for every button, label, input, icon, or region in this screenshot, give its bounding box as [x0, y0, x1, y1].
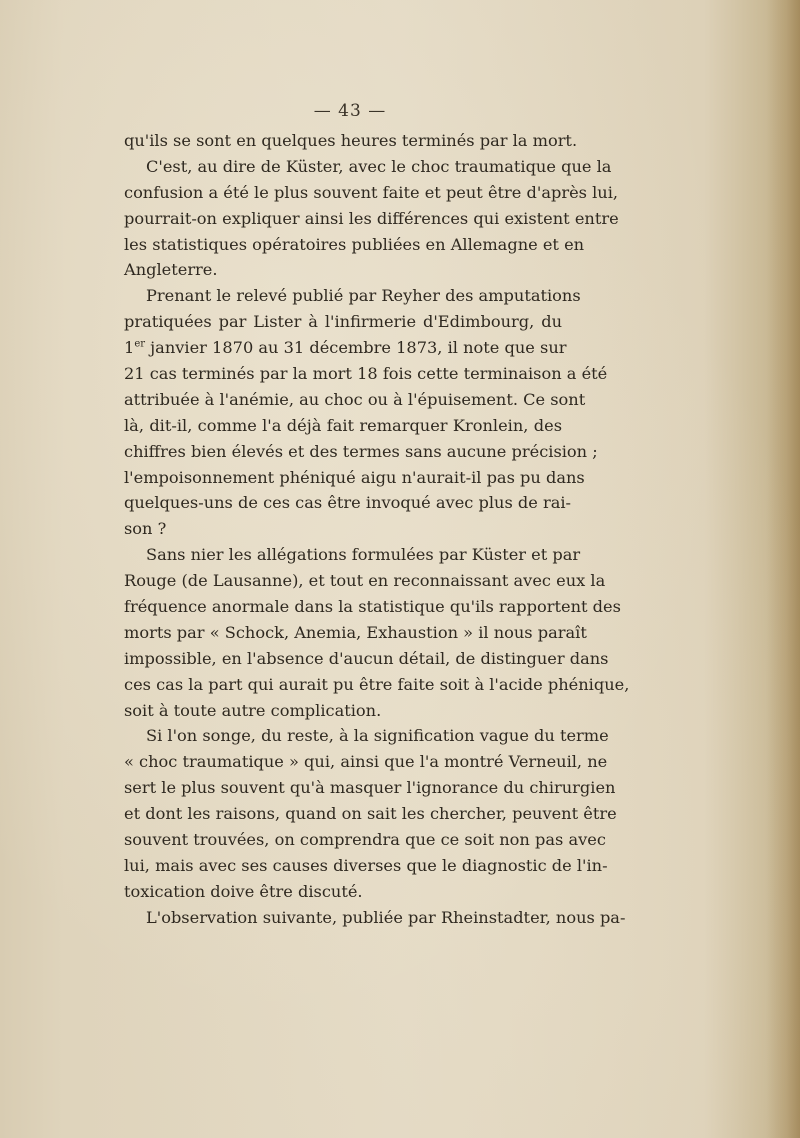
- text-line: soit à toute autre complication.: [124, 700, 382, 720]
- text-line: Prenant le relevé publié par Reyher des amputations: [146, 286, 581, 306]
- text-line: L'observation suivante, publiée par Rheinstadter, nous pa-: [146, 907, 626, 927]
- text-line: attribuée à l'anémie, au choc ou à l'épuisement. Ce sont: [124, 389, 586, 409]
- text-line: pratiquées par Lister à l'infirmerie d'Edimbourg, du: [124, 312, 562, 332]
- text-line: confusion a été le plus souvent faite et peut être d'après lui,: [124, 182, 619, 202]
- text-line: sert le plus souvent qu'à masquer l'ignorance du chirurgien: [124, 778, 616, 798]
- text-line: lui, mais avec ses causes diverses que le diagnostic de l'in-: [124, 855, 608, 875]
- text-line: chiffres bien élevés et des termes sans aucune précision ;: [124, 441, 598, 461]
- text-line: 21 cas terminés par la mort 18 fois cette terminaison a été: [124, 364, 608, 384]
- page-number: — 43 —: [313, 101, 387, 121]
- text-line: pourrait-on expliquer ainsi les différences qui existent entre: [124, 208, 619, 228]
- text-line: toxication doive être discuté.: [124, 881, 363, 901]
- text-line: son ?: [124, 519, 167, 539]
- text-line: C'est, au dire de Küster, avec le choc traumatique que la: [146, 156, 612, 176]
- text-line: « choc traumatique » qui, ainsi que l'a montré Verneuil, ne: [124, 752, 608, 772]
- page-edge-shadow: [766, 0, 800, 1138]
- text-line: Sans nier les allégations formulées par Küster et par: [146, 545, 581, 565]
- text-line: 1er janvier 1870 au 31 décembre 1873, il note que sur: [124, 338, 567, 358]
- text-line: ces cas la part qui aurait pu être faite soit à l'acide phénique,: [124, 674, 630, 694]
- text-line: fréquence anormale dans la statistique qu'ils rapportent des: [124, 597, 621, 617]
- text-line: Si l'on songe, du reste, à la signification vague du terme: [146, 726, 609, 746]
- text-line: Rouge (de Lausanne), et tout en reconnaissant avec eux la: [124, 571, 606, 591]
- text-line: qu'ils se sont en quelques heures terminés par la mort.: [124, 131, 578, 150]
- text-line: l'empoisonnement phéniqué aigu n'aurait-il pas pu dans: [124, 467, 585, 487]
- text-line: Angleterre.: [124, 260, 218, 280]
- text-line: morts par « Schock, Anemia, Exhaustion » il nous paraît: [124, 622, 587, 642]
- text-line: souvent trouvées, on comprendra que ce soit non pas avec: [124, 830, 606, 850]
- text-line: impossible, en l'absence d'aucun détail, de distinguer dans: [124, 648, 609, 668]
- text-line: et dont les raisons, quand on sait les chercher, peuvent être: [124, 804, 617, 824]
- text-line: les statistiques opératoires publiées en Allemagne et en: [124, 234, 585, 254]
- body-text: [124, 128, 630, 931]
- text-line: quelques-uns de ces cas être invoqué avec plus de rai-: [124, 493, 572, 513]
- text-line: là, dit-il, comme l'a déjà fait remarquer Kronlein, des: [124, 415, 562, 435]
